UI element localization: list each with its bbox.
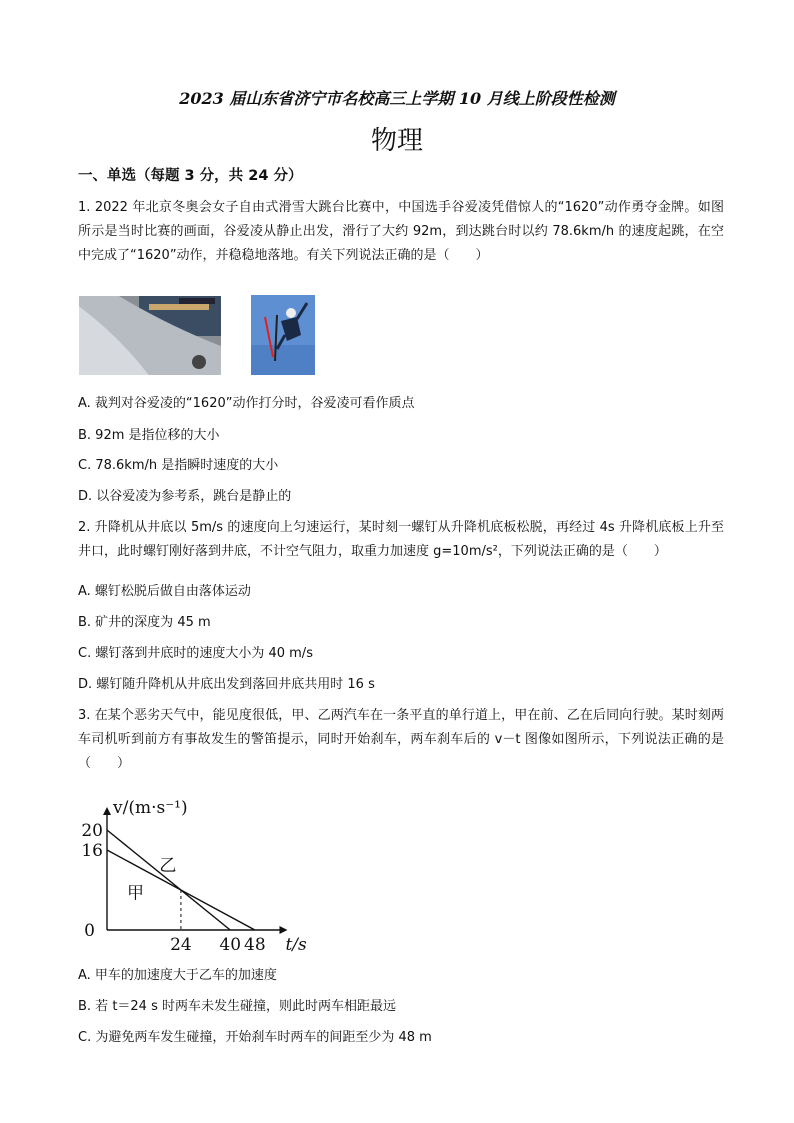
origin-label: 0 [84,921,95,941]
subject-title: 物理 [370,126,423,156]
series-label-yi: 乙 [159,856,177,876]
question-1-option-b: B. 92m 是指位移的大小 [78,428,220,443]
series-line-1 [107,830,230,930]
x-axis-label: t/s [285,935,307,955]
question-1-option-c: C. 78.6km/h 是指瞬时速度的大小 [78,458,279,473]
section-heading-single-choice: 一、单选（每题 3 分，共 24 分） [78,168,303,184]
question-2-option-d: D. 螺钉随升降机从井底出发到落回井底共用时 16 s [78,677,375,692]
x-tick-label-24: 24 [170,935,192,955]
v-t-graph [80,795,307,955]
question-2-text: 2. 升降机从井底以 5m/s 的速度向上匀速运行，某时刻一螺钉从升降机底板松脱，再经过 4s 升降机底板上升至井口，此时螺钉刚好落到井底，不计空气阻力，取重力加速度 g=10m/s²，下列说法正确的是（ ） [78,520,724,559]
question-1-option-d: D. 以谷爱凌为参考系，跳台是静止的 [78,489,292,504]
skier-illustration [251,295,315,375]
question-3-text: 3. 在某个恶劣天气中，能见度很低，甲、乙两汽车在一条平直的单行道上，甲在前、乙在后同向行驶。某时刻两车司机听到前方有事故发生的警笛提示，同时开始刹车，两车刹车后的 v－t 图像如图所示，下列说法正确的是（ ） [78,708,724,771]
skier-in-air-photo [251,295,315,375]
question-2-option-b: B. 矿井的深度为 45 m [78,615,211,630]
question-3-option-c: C. 为避免两车发生碰撞，开始刹车时两车的间距至少为 48 m [78,1030,432,1045]
question-2-option-c: C. 螺钉落到井底时的速度大小为 40 m/s [78,646,313,661]
series-label-jia: 甲 [127,883,145,904]
graph-labels [81,798,307,955]
question-2-option-a: A. 螺钉松脱后做自由落体运动 [78,584,251,599]
y-tick-label-20: 20 [81,821,103,841]
ski-jump-ramp-photo [79,296,221,375]
y-tick-label-16: 16 [81,841,103,861]
question-3-option-b: B. 若 t＝24 s 时两车未发生碰撞，则此时两车相距最远 [78,999,396,1014]
question-1-text: 1. 2022 年北京冬奥会女子自由式滑雪大跳台比赛中，中国选手谷爱凌凭借惊人的“1620”动作勇夺金牌。如图所示是当时比赛的画面，谷爱凌从静止出发，滑行了大约 92m，到达跳台时以约 78.6km/h 的速度起跳，在空中完成了“1620”动作，并稳稳地落地。有关下列说法正确的是（ ） [78,200,724,263]
y-axis-label: v/(m·s⁻¹) [113,798,188,818]
question-1-option-a: A. 裁判对谷爱凌的“1620”动作打分时，谷爱凌可看作质点 [78,396,415,411]
y-axis-arrow [103,807,111,815]
x-axis-arrow [279,926,287,934]
graph-axes [103,807,287,934]
exam-title: 2023 届山东省济宁市名校高三上学期 10 月线上阶段性检测 [179,89,615,108]
ski-jump-ramp-illustration [79,296,221,375]
question-3-option-a: A. 甲车的加速度大于乙车的加速度 [78,968,277,983]
x-tick-label-40: 40 [219,935,242,955]
x-tick-label-48: 48 [244,935,266,955]
graph-marks [107,830,255,930]
